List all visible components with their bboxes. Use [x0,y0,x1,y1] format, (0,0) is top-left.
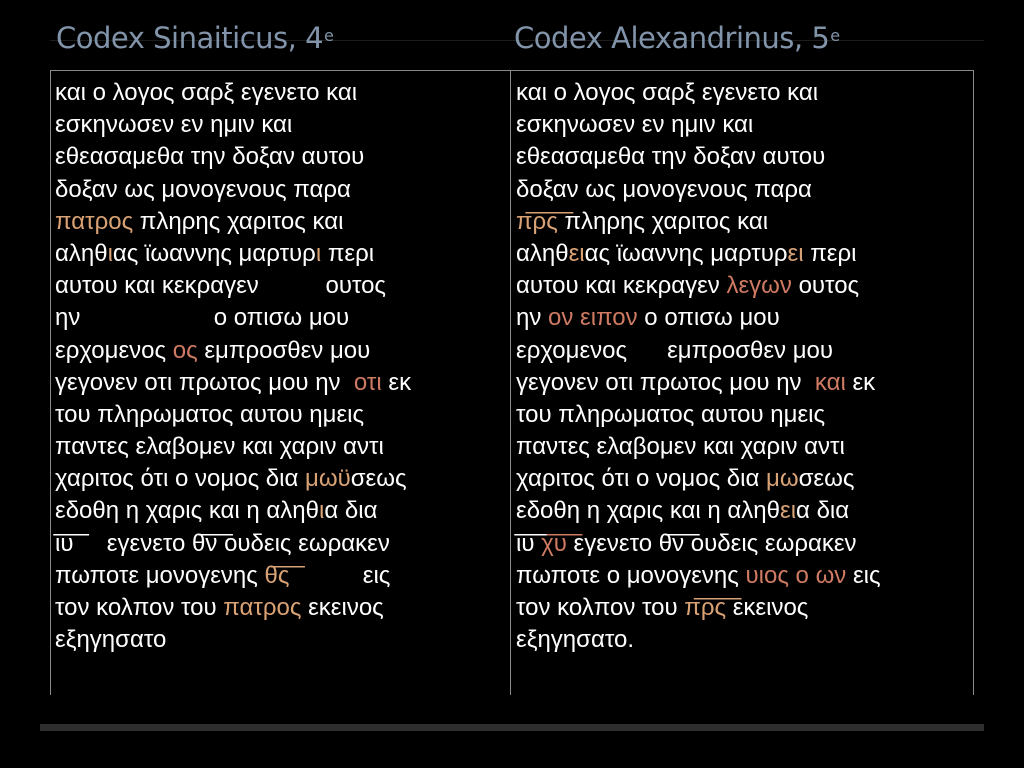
text-segment: αληθ [516,239,569,267]
text-segment: ην ο οπισω μου [55,304,350,332]
variant-reading: μω [766,465,799,493]
text-line [516,431,971,463]
text-segment: δοξαν ως μονογενους παρα [516,175,812,203]
text-segment: ερχομενος [55,336,173,364]
text-line [55,528,507,560]
alexandrinus-text-column [516,77,971,656]
text-segment: εδοθη η χαρις και η αληθ [55,497,319,525]
text-segment: τον κολπον του [516,594,685,621]
text-line [516,174,971,206]
text-segment: και ο λογος σαρξ εγενετο και [55,79,358,106]
variant-reading: ι [315,239,322,267]
text-line [516,367,971,399]
text-line [55,624,507,656]
heading-right-century-suffix: e [830,26,840,45]
text-line [516,463,971,495]
text-line [516,399,971,431]
text-line [516,302,971,334]
text-segment: πληρης χαριτος και [133,207,344,235]
variant-reading: χ͞υ͞ [541,529,567,557]
variant-reading: οτι [353,368,382,396]
variant-reading: ει [780,497,797,525]
text-segment: αυτου και κεκραγεν ουτος [55,272,386,300]
text-segment: πωποτε μονογενης [55,561,265,589]
text-line [55,174,507,206]
text-line [55,141,507,173]
text-segment: σεως [350,465,407,493]
text-segment: ην [516,304,549,332]
variant-reading: ον ειπον [548,304,638,332]
text-line [55,399,507,431]
text-segment: εσκηνωσεν εν ημιν και [516,111,754,139]
variant-reading: ος [172,336,198,364]
variant-reading: π͞ρ͞ς͞ [516,207,558,235]
text-line [55,560,507,592]
variant-reading: θ͞ς͞ [264,561,290,589]
text-line [55,592,507,624]
column-divider [510,71,511,695]
text-segment: του πληρωματος αυτου ημεις [516,400,826,428]
text-segment: του πληρωματος αυτου ημεις [55,400,365,428]
text-segment: εκεινος [726,594,809,621]
text-segment: α δια [796,497,850,525]
text-segment: ας ϊωαννης μαρτυρ [112,239,316,267]
text-line [55,206,507,238]
bottom-bar [40,724,984,731]
variant-reading: λεγων [726,272,792,300]
text-segment: γεγονεν οτι πρωτος μου ην [516,368,815,396]
text-line [516,528,971,560]
text-segment: εις [289,561,391,589]
text-segment: εκ [381,368,412,396]
text-segment: ι͞υ͞ [516,529,542,557]
variant-reading: υιος ο ων [745,561,847,589]
variant-reading: πατρος [55,207,134,235]
text-line [516,560,971,592]
text-line [516,77,971,109]
text-segment: ι͞υ͞ εγενετο θ͞ν͞ ουδεις εωρακεν [55,529,390,557]
sinaiticus-text-column [55,77,507,656]
text-line [55,495,507,527]
text-segment: αληθ [55,239,108,267]
text-segment: δοξαν ως μονογενους παρα [55,175,351,203]
text-segment: χαριτος ότι ο νομος δια [55,465,306,493]
text-segment: πωποτε ο μονογενης [516,561,746,589]
text-line [55,367,507,399]
text-line [55,431,507,463]
text-segment: ουτος [791,272,860,300]
variant-reading: ει [787,239,804,267]
text-segment: πληρης χαριτος και [557,207,769,235]
text-segment: παντες ελαβομεν και χαριν αντι [516,433,845,461]
text-segment: χαριτος ότι ο νομος δια [516,465,767,493]
text-segment: εκ [845,368,876,396]
text-line [55,335,507,367]
text-segment: περι [803,239,857,267]
text-line [516,495,971,527]
text-line [516,109,971,141]
variant-reading: μωϋ [305,465,351,493]
text-line [516,624,971,656]
variant-reading: ι [107,239,113,267]
text-line [55,270,507,302]
text-line [516,238,971,270]
variant-reading: ι [319,497,325,525]
text-segment: τον κολπον του [55,594,224,621]
text-segment: ερχομενος εμπροσθεν μου [516,336,834,364]
text-segment: περι [321,239,375,267]
text-segment: σεως [798,465,855,493]
heading-codex-alexandrinus [514,18,840,58]
text-segment: εις [846,561,881,589]
text-segment: εκεινος [301,594,384,621]
text-segment: α δια [324,497,378,525]
text-segment: εθεασαμεθα την δοξαν αυτου [55,143,365,171]
variant-reading: π͞ρ͞ς͞ [684,594,727,621]
text-segment: γεγονεν οτι πρωτος μου ην [55,368,354,396]
variant-reading: ει [568,239,585,267]
text-line [516,270,971,302]
text-segment: εξηγησατο [55,626,167,654]
heading-codex-sinaiticus [56,18,333,58]
text-line [55,302,507,334]
text-line [516,206,971,238]
heading-left-text: Codex Sinaiticus, 4 [56,21,324,55]
text-line [516,335,971,367]
text-segment: εσκηνωσεν εν ημιν και [55,111,293,139]
text-segment: αυτου και κεκραγεν [516,272,727,300]
text-segment: ας ϊωαννης μαρτυρ [584,239,788,267]
text-line [516,592,971,624]
text-segment: εμπροσθεν μου [197,336,371,364]
text-segment: εξηγησατο. [516,626,634,654]
variant-reading: και [814,368,846,396]
text-segment: εδοθη η χαρις και η αληθ [516,497,780,525]
text-segment: και ο λογος σαρξ εγενετο και [516,79,819,106]
text-line [55,463,507,495]
text-segment: εθεασαμεθα την δοξαν αυτου [516,143,826,171]
text-line [55,109,507,141]
variant-reading: πατρος [223,594,302,621]
text-segment: εγενετο θ͞ν͞ ουδεις εωρακεν [566,529,857,557]
comparison-table [50,70,974,695]
text-segment: ο οπισω μου [637,304,780,332]
heading-right-text: Codex Alexandrinus, 5 [514,21,830,55]
text-line [55,77,507,109]
heading-left-century-suffix: e [324,26,334,45]
text-segment: παντες ελαβομεν και χαριν αντι [55,433,384,461]
text-line [516,141,971,173]
text-line [55,238,507,270]
